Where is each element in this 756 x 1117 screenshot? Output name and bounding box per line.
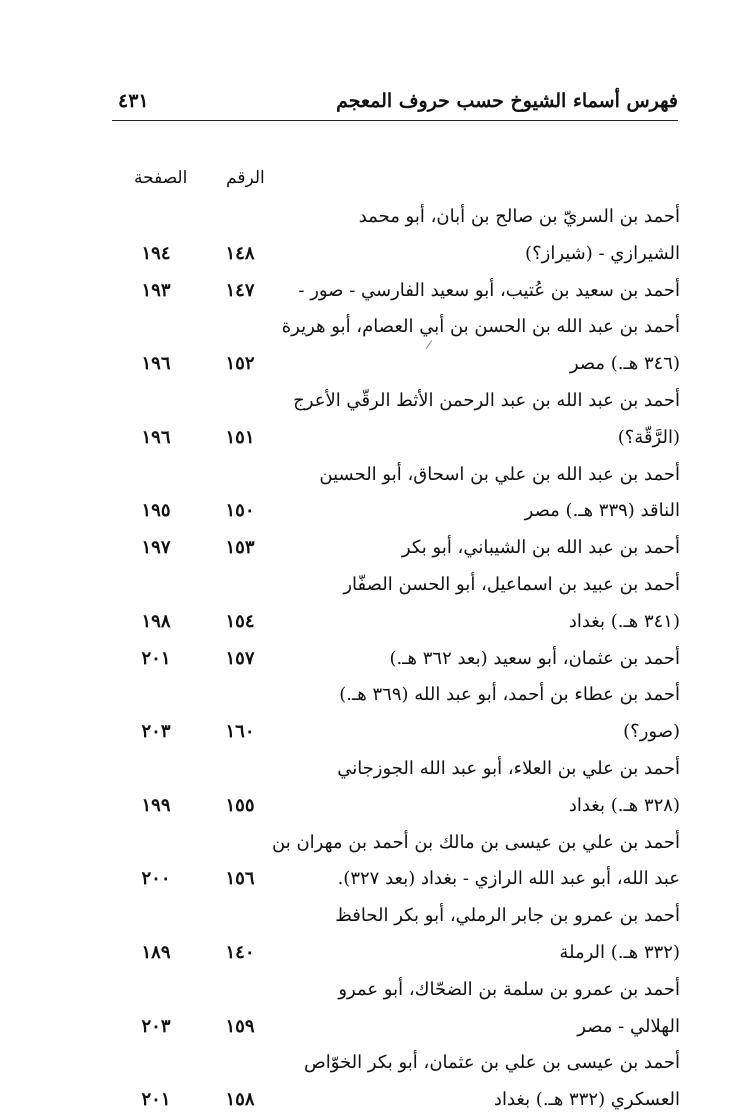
entry-number: ١٥٦ [225, 868, 255, 890]
entry-text-line: أحمد بن عبيد بن اسماعيل، أبو الحسن الصفّار [343, 574, 680, 595]
entry-text-line: أحمد بن عيسى بن علي بن عثمان، أبو بكر الخوّاص [304, 1052, 680, 1074]
entry-page: ٢٠١ [141, 647, 171, 669]
entry-page: ١٨٩ [141, 942, 171, 963]
column-header-number: الرقم [226, 168, 265, 188]
entry-page: ٢٠٣ [141, 1015, 171, 1037]
entry-text-line: أحمد بن عبد الله بن الشيباني، أبو بكر [401, 537, 680, 559]
entry-text-line: عبد الله، أبو عبد الله الرازي - بغداد (بعد ٣٢٧). [337, 868, 680, 890]
entry-number: ١٦٠ [225, 721, 255, 743]
header-title: فهرس أسماء الشيوخ حسب حروف المعجم [336, 90, 678, 112]
entry-number: ١٥٤ [225, 610, 255, 632]
entry-page: ١٩٤ [141, 242, 171, 264]
entry-number: ١٥٥ [225, 794, 255, 816]
entry-page: ١٩٦ [141, 353, 171, 375]
entry-number: ١٥٩ [225, 1015, 255, 1037]
entry-number: ١٤٠ [225, 942, 255, 963]
entry-page: ١٩٨ [141, 610, 171, 632]
entry-text-line: أحمد بن عمرو بن سلمة بن الضحّاك، أبو عمرو [338, 978, 680, 1000]
entry-text-line: أحمد بن عبد الله بن الحسن بن أبي العصام، أبو هريرة [281, 316, 680, 338]
entry-page: ٢٠٠ [141, 868, 171, 890]
entry-number: ١٥٣ [225, 537, 255, 559]
entry-text-line: (٣٤١ هـ.) بغداد [568, 610, 680, 632]
entry-text-line: الناقد (٣٣٩ هـ.) مصر [524, 500, 680, 522]
entry-number: ١٥٠ [225, 500, 255, 522]
entry-text-line: الهلالي - مصر [577, 1015, 680, 1037]
entry-page: ١٩٦ [141, 426, 171, 448]
entry-number: ١٥٢ [225, 353, 255, 375]
entry-number: ١٤٧ [225, 279, 255, 301]
column-header-page: الصفحة [134, 168, 188, 188]
entry-page: ١٩٣ [141, 279, 171, 301]
entry-text-line: أحمد بن عبد الله بن عبد الرحمن الأثط الرقّي الأعرج [293, 390, 680, 411]
entry-text-line: أحمد بن عبد الله بن علي بن اسحاق، أبو الحسين [319, 463, 680, 485]
entry-text-line: أحمد بن علي بن العلاء، أبو عبد الله الجوزجاني [337, 758, 680, 779]
entry-page: ٢٠١ [141, 1089, 171, 1111]
entry-number: ١٥١ [225, 426, 255, 448]
entry-text-line: أحمد بن عثمان، أبو سعيد (بعد ٣٦٢ هـ.) [389, 647, 680, 669]
entry-page: ١٩٥ [141, 500, 171, 522]
entry-page: ٢٠٣ [141, 721, 171, 743]
entry-text-line: أحمد بن السريّ بن صالح بن أبان، أبو محمد [358, 206, 680, 227]
entry-text-line: أحمد بن عمرو بن جابر الرملي، أبو بكر الحافظ [335, 905, 680, 927]
entry-text-line: العسكري (٣٣٢ هـ.) بغداد [493, 1089, 680, 1111]
entry-text-line: (٣٤٦ هـ.) مصر [569, 353, 680, 375]
entry-text-line: أحمد بن سعيد بن عُتيب، أبو سعيد الفارسي - صور - [298, 279, 680, 301]
entry-text-line: (صور؟) [623, 721, 680, 743]
page-number: ٤٣١ [118, 90, 149, 112]
entry-text-line: (الرَّقّة؟) [617, 426, 680, 448]
entry-text-line: (٣٣٢ هـ.) الرملة [559, 942, 680, 963]
entry-number: ١٥٨ [225, 1089, 255, 1111]
entry-text-line: أحمد بن علي بن عيسى بن مالك بن أحمد بن مهران بن [272, 831, 680, 853]
entry-page: ١٩٩ [141, 794, 171, 816]
entry-page: ١٩٧ [141, 537, 171, 559]
entry-text-line: أحمد بن عطاء بن أحمد، أبو عبد الله (٣٦٩ هـ.) [339, 684, 680, 706]
running-header [112, 86, 678, 121]
entry-number: ١٤٨ [225, 242, 255, 264]
entry-text-line: (٣٢٨ هـ.) بغداد [568, 794, 680, 816]
entry-number: ١٥٧ [225, 647, 255, 669]
entry-text-line: الشيرازي - (شيراز؟) [525, 242, 680, 264]
